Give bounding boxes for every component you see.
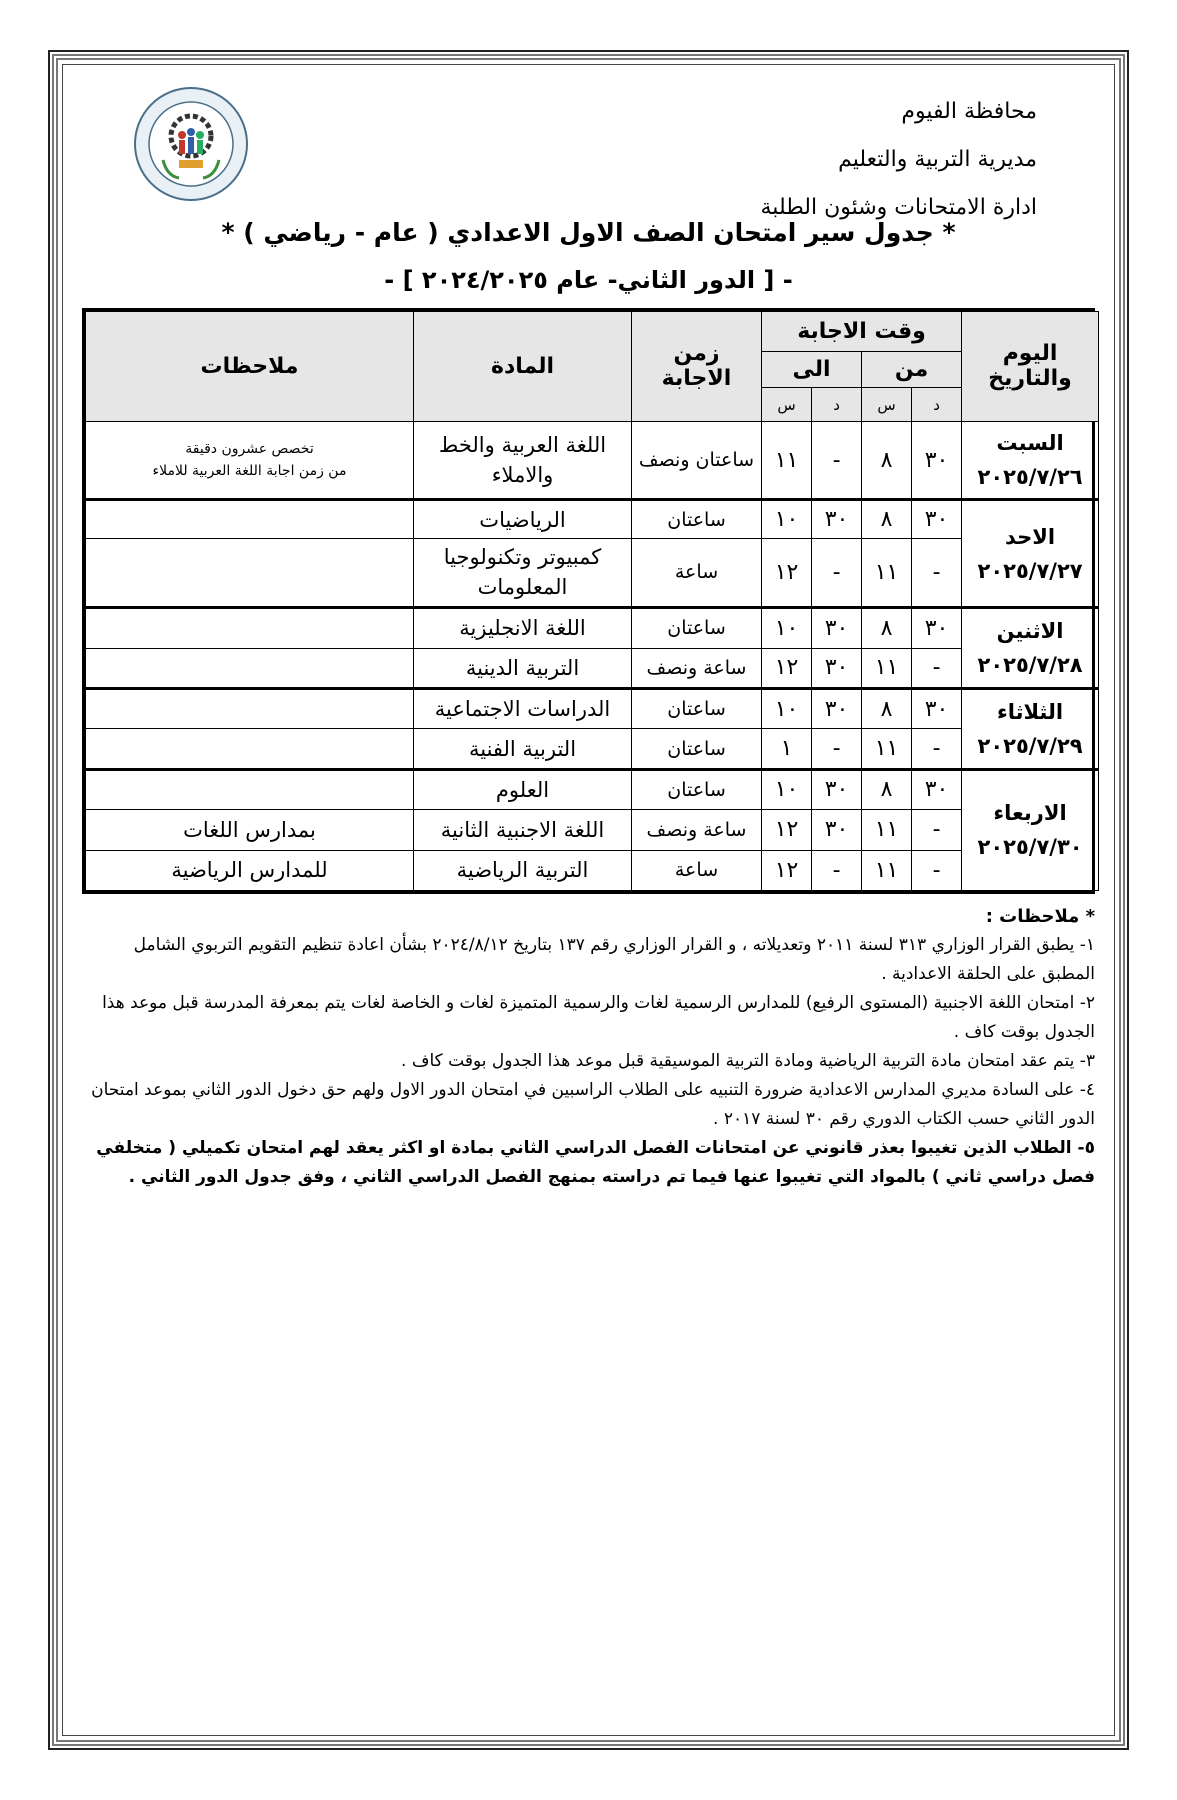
note: [86, 688, 414, 728]
subject: التربية الرياضية: [414, 850, 632, 890]
to-hour: ١٠: [762, 500, 812, 538]
subject: الرياضيات: [414, 500, 632, 538]
note: [86, 648, 414, 688]
day-cell: الثلاثاء ٢٠٢٥/٧/٢٩: [962, 688, 1099, 769]
from-hour: ١١: [862, 850, 912, 890]
from-hour: ٨: [862, 421, 912, 500]
to-minutes: ٣٠: [812, 688, 862, 728]
to-hour: ١٠: [762, 608, 812, 648]
header-from: من: [862, 352, 962, 388]
note: [86, 729, 414, 769]
from-minutes: -: [912, 729, 962, 769]
table-row: [86, 648, 1099, 688]
header-from-hour: س: [862, 388, 912, 422]
document-title: * جدول سير امتحان الصف الاول الاعدادي ( عام - رياضي ) *: [221, 218, 956, 247]
header-to: الى: [762, 352, 862, 388]
directorate-seal-icon: [133, 86, 249, 202]
duration: ساعة ونصف: [632, 810, 762, 850]
to-hour: ١٢: [762, 850, 812, 890]
header-to-min: د: [812, 388, 862, 422]
day-cell: السبت ٢٠٢٥/٧/٢٦: [962, 421, 1099, 500]
duration: ساعة ونصف: [632, 648, 762, 688]
subject: اللغة الاجنبية الثانية: [414, 810, 632, 850]
day-cell: الاثنين ٢٠٢٥/٧/٢٨: [962, 608, 1099, 689]
from-hour: ٨: [862, 769, 912, 809]
note-item-4: ٤- على السادة مديري المدارس الاعدادية ضرورة التنبيه على الطلاب الراسبين في امتحان الدور الاول ولهم حق دخول الدور الثاني بموعد امتحان الدور الثاني حسب الكتاب الدوري رقم ٣٠ لسنة ٢٠١٧ .: [91, 1080, 1095, 1129]
from-hour: ٨: [862, 500, 912, 538]
directorate-line: مديرية التربية والتعليم: [838, 147, 1037, 172]
governorate-line: محافظة الفيوم: [901, 99, 1037, 124]
subject: كمبيوتر وتكنولوجيا المعلومات: [414, 538, 632, 608]
from-minutes: ٣٠: [912, 688, 962, 728]
from-minutes: ٣٠: [912, 500, 962, 538]
table-row: [86, 421, 1099, 500]
document-subtitle: - [ الدور الثاني- عام ٢٠٢٤/٢٠٢٥ ] -: [384, 266, 793, 294]
to-minutes: -: [812, 421, 862, 500]
to-hour: ١٢: [762, 538, 812, 608]
duration: ساعتان: [632, 688, 762, 728]
note: [86, 608, 414, 648]
letterhead: [761, 88, 1037, 232]
from-hour: ٨: [862, 688, 912, 728]
header-from-min: د: [912, 388, 962, 422]
table-row: [86, 608, 1099, 648]
note-item-1: ١- يطبق القرار الوزاري ٣١٣ لسنة ٢٠١١ وتعديلاته ، و القرار الوزاري رقم ١٣٧ بتاريخ ٢٠٢٤/٨/١٢ بشأن اعادة تنظيم التقويم التربوي الشامل المطبق على الحلقة الاعدادية .: [133, 935, 1095, 984]
subject: اللغة الانجليزية: [414, 608, 632, 648]
header-answer-time: وقت الاجابة: [762, 312, 962, 352]
note: [86, 500, 414, 538]
duration: ساعة: [632, 850, 762, 890]
from-hour: ١١: [862, 648, 912, 688]
subject: التربية الفنية: [414, 729, 632, 769]
note: تخصص عشرون دقيقة من زمن اجابة اللغة العربية للاملاء: [86, 421, 414, 500]
subject: العلوم: [414, 769, 632, 809]
table-row: [86, 769, 1099, 809]
header-to-hour: س: [762, 388, 812, 422]
to-minutes: ٣٠: [812, 810, 862, 850]
from-minutes: -: [912, 810, 962, 850]
to-hour: ١١: [762, 421, 812, 500]
to-minutes: -: [812, 850, 862, 890]
to-minutes: ٣٠: [812, 608, 862, 648]
subject: التربية الدينية: [414, 648, 632, 688]
to-hour: ١٢: [762, 810, 812, 850]
day-cell: الاحد ٢٠٢٥/٧/٢٧: [962, 500, 1099, 608]
note-item-3: ٣- يتم عقد امتحان مادة التربية الرياضية ومادة التربية الموسيقية قبل موعد هذا الجدول بوقت كاف .: [401, 1051, 1095, 1071]
note-item-2: ٢- امتحان اللغة الاجنبية (المستوى الرفيع) للمدارس الرسمية لغات والرسمية المتميزة لغات و الخاصة لغات يتم بمعرفة المدرسة قبل موعد هذا الجدول بوقت كاف .: [102, 993, 1095, 1042]
to-hour: ١٠: [762, 769, 812, 809]
to-minutes: ٣٠: [812, 500, 862, 538]
from-hour: ١١: [862, 729, 912, 769]
day-cell: الاربعاء ٢٠٢٥/٧/٣٠: [962, 769, 1099, 890]
note: [86, 769, 414, 809]
to-minutes: -: [812, 729, 862, 769]
to-hour: ١٢: [762, 648, 812, 688]
to-hour: ١٠: [762, 688, 812, 728]
from-hour: ١١: [862, 810, 912, 850]
duration: ساعتان: [632, 608, 762, 648]
note: بمدارس اللغات: [86, 810, 414, 850]
to-minutes: ٣٠: [812, 769, 862, 809]
table-row: [86, 688, 1099, 728]
duration: ساعتان: [632, 500, 762, 538]
table-row: [86, 810, 1099, 850]
to-minutes: -: [812, 538, 862, 608]
note: للمدارس الرياضية: [86, 850, 414, 890]
duration: ساعة: [632, 538, 762, 608]
from-minutes: ٣٠: [912, 608, 962, 648]
notes-heading: * ملاحظات :: [985, 906, 1095, 927]
header-subject: المادة: [414, 312, 632, 422]
department-line: ادارة الامتحانات وشئون الطلبة: [760, 195, 1037, 220]
from-minutes: ٣٠: [912, 769, 962, 809]
header-duration: زمن الاجابة: [632, 312, 762, 422]
table-row: [86, 538, 1099, 608]
from-minutes: -: [912, 850, 962, 890]
duration: ساعتان: [632, 769, 762, 809]
notes-section: [82, 902, 1095, 1192]
from-hour: ٨: [862, 608, 912, 648]
header-notes: ملاحظات: [86, 312, 414, 422]
table-row: [86, 500, 1099, 538]
note: [86, 538, 414, 608]
table-row: [86, 850, 1099, 890]
from-hour: ١١: [862, 538, 912, 608]
header-day-date: اليوم والتاريخ: [962, 312, 1099, 422]
from-minutes: -: [912, 538, 962, 608]
from-minutes: ٣٠: [912, 421, 962, 500]
duration: ساعتان ونصف: [632, 421, 762, 500]
from-minutes: -: [912, 648, 962, 688]
note-item-5: ٥- الطلاب الذين تغيبوا بعذر قانوني عن امتحانات الفصل الدراسي الثاني بمادة او اكثر يعقد لهم امتحان تكميلي ( متخلفي فصل دراسي ثاني ) بالمواد التي تغيبوا عنها فيما تم دراسته بمنهج الفصل الدراسي الثاني ، وفق جدول الدور الثاني .: [96, 1138, 1095, 1187]
to-minutes: ٣٠: [812, 648, 862, 688]
table-row: [86, 729, 1099, 769]
exam-schedule-table: [82, 308, 1095, 894]
duration: ساعتان: [632, 729, 762, 769]
subject: اللغة العربية والخط والاملاء: [414, 421, 632, 500]
to-hour: ١: [762, 729, 812, 769]
subject: الدراسات الاجتماعية: [414, 688, 632, 728]
